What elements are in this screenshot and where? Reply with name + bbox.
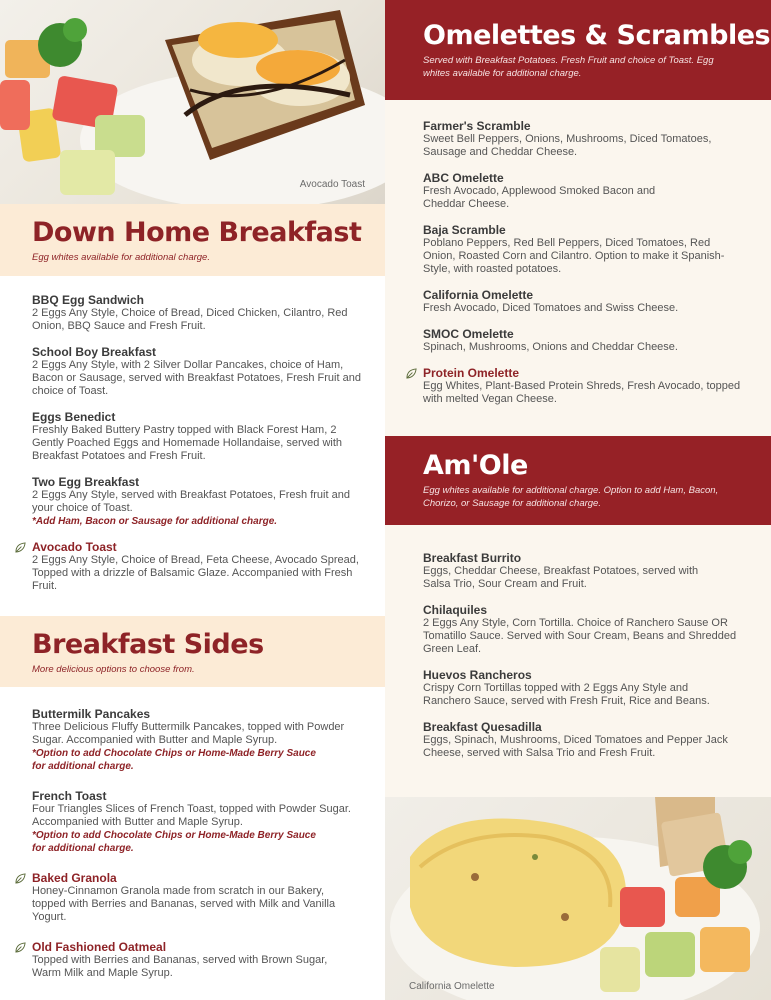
item-description: 2 Eggs Any Style, Choice of Bread, Feta Cheese, Avocado Spread, Topped with a drizzle of Balsamic Glaze. Accompanied with Fresh Fruit. [32, 554, 359, 592]
item-description: 2 Eggs Any Style, served with Breakfast Potatoes, Fresh fruit and your choice of Toast. [32, 489, 350, 514]
menu-item [423, 720, 758, 760]
menu-item [423, 668, 758, 708]
item-name: Breakfast Quesadilla [423, 720, 542, 734]
item-description: Eggs, Spinach, Mushrooms, Diced Tomatoes and Pepper Jack Cheese, served with Salsa Trio and Fresh Fruit. [423, 734, 728, 759]
item-name: Huevos Rancheros [423, 668, 532, 682]
item-name: California Omelette [423, 288, 534, 302]
item-name: Chilaquiles [423, 603, 488, 617]
menu-item [423, 366, 743, 406]
item-note: *Option to add Chocolate Chips or Home-Made Berry Sauce for additional charge. [32, 748, 316, 772]
avocado-toast-photo [0, 0, 385, 204]
item-note: *Add Ham, Bacon or Sausage for additional charge. [32, 516, 278, 527]
item-description: Eggs, Cheddar Cheese, Breakfast Potatoes, served with Salsa Trio, Sour Cream and Fruit. [423, 565, 699, 590]
menu-item [423, 288, 743, 315]
item-description: Three Delicious Fluffy Buttermilk Pancakes, topped with Powder Sugar. Accompanied with Butter and Maple Syrup. [32, 721, 345, 746]
down-home-list [32, 293, 362, 605]
leaf-icon [406, 368, 417, 379]
menu-item [32, 293, 362, 333]
item-name: ABC Omelette [423, 171, 504, 185]
item-name: SMOC Omelette [423, 327, 514, 341]
down-home-subtitle: Egg whites available for additional charge. [32, 252, 210, 263]
avocado-toast-illustration [0, 0, 385, 204]
item-description: Topped with Berries and Bananas, served with Brown Sugar, Warm Milk and Maple Syrup. [32, 954, 328, 979]
omelettes-title: Omelettes & Scrambles [423, 20, 771, 51]
leaf-icon [15, 942, 26, 953]
item-description: Honey-Cinnamon Granola made from scratch in our Bakery, topped with Berries and Bananas, served with Milk and Vanilla Yogurt. [32, 885, 336, 923]
menu-item [423, 223, 743, 276]
item-note: *Option to add Chocolate Chips or Home-Made Berry Sauce for additional charge. [32, 830, 316, 854]
menu-item [32, 789, 372, 855]
sides-subtitle: More delicious options to choose from. [32, 664, 195, 675]
down-home-header [0, 204, 385, 276]
photo-caption: Avocado Toast [299, 179, 365, 190]
item-name: BBQ Egg Sandwich [32, 293, 145, 307]
item-description: 2 Eggs Any Style, with 2 Silver Dollar Pancakes, choice of Ham, Bacon or Sausage, served with Breakfast Potatoes, Fresh Fruit and choice of Toast. [32, 359, 361, 397]
amole-list [423, 551, 758, 772]
menu-item [32, 940, 372, 980]
menu-item [32, 345, 362, 398]
menu-item [32, 410, 362, 463]
item-name: Old Fashioned Oatmeal [32, 940, 167, 954]
amole-subtitle: Egg whites available for additional charge. Option to add Ham, Bacon, Chorizo, or Sausage for additional charge. [423, 485, 719, 509]
menu-item [423, 171, 743, 211]
menu-item [32, 475, 362, 528]
photo-caption: California Omelette [409, 981, 495, 992]
omelettes-subtitle: Served with Breakfast Potatoes. Fresh Fruit and choice of Toast. Egg whites available for additional charge. [423, 55, 714, 79]
item-description: Crispy Corn Tortillas topped with 2 Eggs Any Style and Ranchero Sauce, served with Fresh Fruit, Rice and Beans. [423, 682, 710, 707]
item-name: Two Egg Breakfast [32, 475, 140, 489]
item-description: Four Triangles Slices of French Toast, topped with Powder Sugar. Accompanied with Butter and Maple Syrup. [32, 803, 351, 828]
leaf-icon [15, 542, 26, 553]
omelettes-header [385, 0, 771, 100]
item-description: Freshly Baked Buttery Pastry topped with Black Forest Ham, 2 Gently Poached Eggs and Homemade Hollandaise, served with Breakfast Potatoes and Fresh Fruit. [32, 424, 343, 462]
sides-title: Breakfast Sides [32, 629, 264, 660]
menu-item [423, 551, 758, 591]
item-name: Baked Granola [32, 871, 117, 885]
california-omelette-illustration [385, 797, 771, 1000]
amole-title: Am'Ole [423, 450, 528, 481]
item-name: Protein Omelette [423, 366, 520, 380]
menu-item [423, 327, 743, 354]
item-description: Sweet Bell Peppers, Onions, Mushrooms, Diced Tomatoes, Sausage and Cheddar Cheese. [423, 133, 712, 158]
menu-item [423, 119, 743, 159]
item-name: Buttermilk Pancakes [32, 707, 151, 721]
amole-header [385, 436, 771, 525]
menu-item [32, 707, 372, 773]
menu-item [423, 603, 758, 656]
item-name: Avocado Toast [32, 540, 117, 554]
item-description: Fresh Avocado, Diced Tomatoes and Swiss Cheese. [423, 302, 679, 314]
sides-list [32, 707, 372, 992]
item-description: Poblano Peppers, Red Bell Peppers, Diced Tomatoes, Red Onion, Roasted Corn and Cilantro. Option to make it Spanish-Style, with roasted potatoes. [423, 237, 725, 275]
item-name: Eggs Benedict [32, 410, 116, 424]
omelettes-list [423, 119, 743, 418]
item-description: 2 Eggs Any Style, Choice of Bread, Diced Chicken, Cilantro, Red Onion, BBQ Sauce and Fresh Fruit. [32, 307, 348, 332]
leaf-icon [15, 873, 26, 884]
item-name: Baja Scramble [423, 223, 506, 237]
menu-item [32, 540, 362, 593]
item-description: Egg Whites, Plant-Based Protein Shreds, Fresh Avocado, topped with melted Vegan Cheese. [423, 380, 741, 405]
menu-item [32, 871, 372, 924]
california-omelette-photo [385, 797, 771, 1000]
item-name: School Boy Breakfast [32, 345, 157, 359]
item-description: 2 Eggs Any Style, Corn Tortilla. Choice of Ranchero Sause OR Tomatillo Sauce. Served with Sour Cream, Beans and Shredded Green Leaf. [423, 617, 737, 655]
item-name: Farmer's Scramble [423, 119, 531, 133]
item-name: French Toast [32, 789, 107, 803]
item-description: Fresh Avocado, Applewood Smoked Bacon and Cheddar Cheese. [423, 185, 656, 210]
down-home-title: Down Home Breakfast [32, 217, 362, 248]
item-description: Spinach, Mushrooms, Onions and Cheddar Cheese. [423, 341, 678, 353]
item-name: Breakfast Burrito [423, 551, 522, 565]
sides-header [0, 616, 385, 687]
